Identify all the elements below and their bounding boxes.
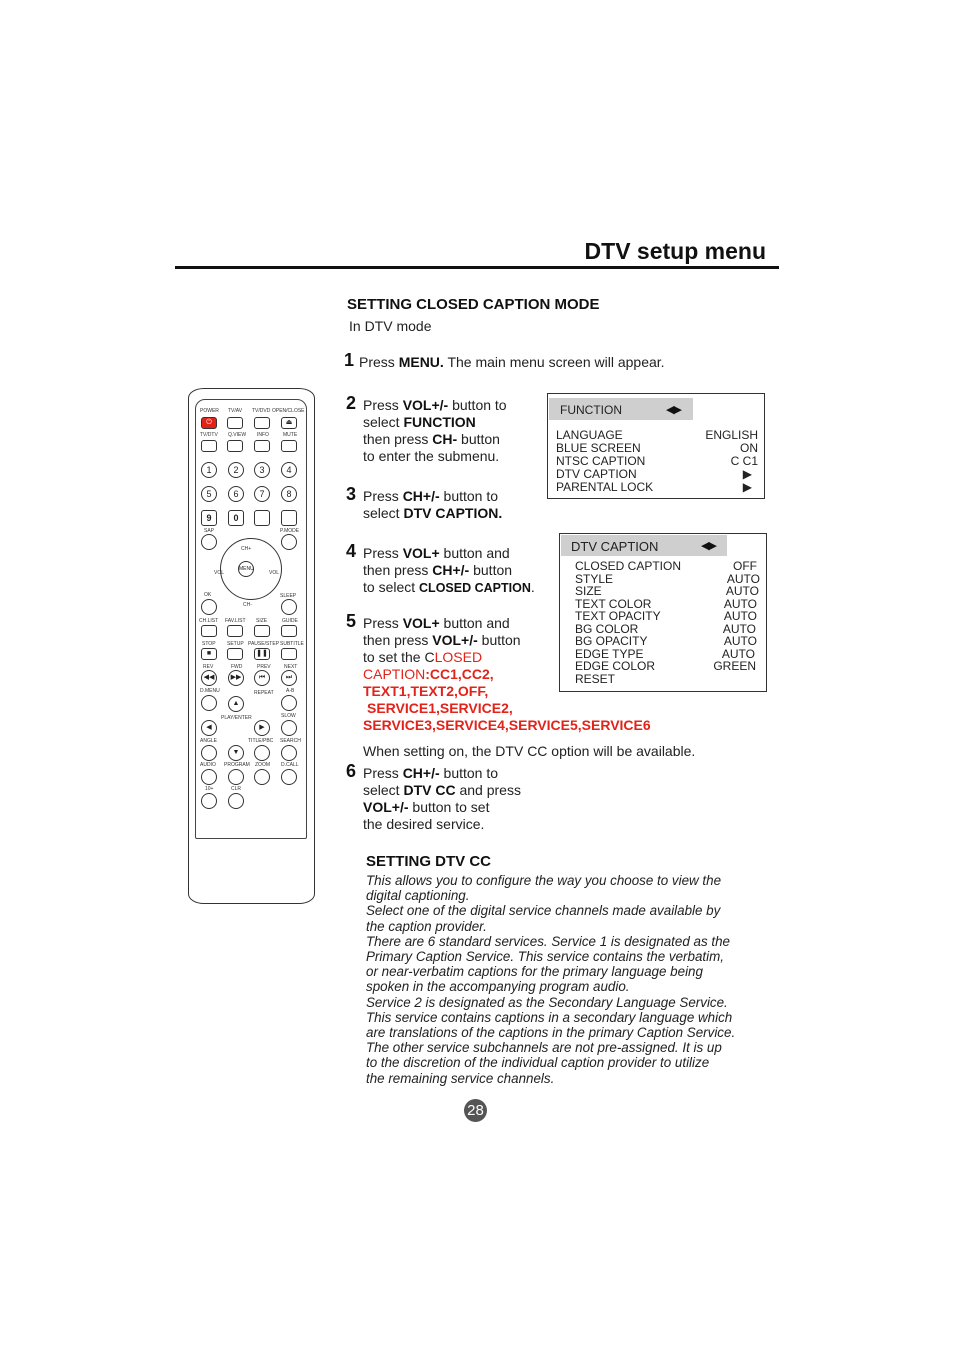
right-arrow-icon: ▶ [254, 720, 270, 736]
remote-label: D.MENU [200, 688, 220, 694]
description-line: There are 6 standard services. Service 1 is designated as the [366, 933, 730, 949]
remote-label: TV/AV [228, 408, 243, 414]
step-2-number: 2 [346, 393, 357, 413]
left-arrow-icon: ◀ [201, 720, 217, 736]
remote-label: ZOOM [255, 762, 270, 768]
q-view-button [227, 440, 243, 452]
remote-label: TV/DTV [200, 432, 218, 438]
step-3-text: Press CH+/- button to select DTV CAPTION. [363, 488, 503, 521]
remote-label: AUDIO [200, 762, 216, 768]
remote-label: SLOW [281, 713, 296, 719]
description-line: This service contains captions in a secondary language which [366, 1009, 733, 1025]
fast-forward-icon: ▶▶ [228, 670, 244, 686]
title-divider [175, 266, 779, 269]
digit-button: 8 [281, 486, 297, 502]
digit-button: 6 [228, 486, 244, 502]
step-6-text: Press CH+/- button to select DTV CC and press VOL+/- button to set the desired service. [363, 765, 521, 832]
tv-av-button [227, 417, 243, 429]
remote-label: A-B [286, 688, 295, 694]
remote-label: Q.VIEW [228, 432, 247, 438]
sap-button [201, 534, 217, 550]
function-menu: FUNCTION ◀▶ LANGUAGE ENGLISH BLUE SCREEN ON NTSC CAPTION C C1 DTV CAPTION ▶ PARENTAL LOCK ▶ [547, 393, 765, 499]
remote-label: TV/DVD [252, 408, 271, 414]
section-subtitle: In DTV mode [349, 318, 432, 334]
subtitle-button [281, 648, 297, 660]
remote-label: VOL [214, 570, 225, 576]
dtv-caption-menu: DTV CAPTION ◀▶ CLOSED CAPTION OFF STYLE AUTO SIZE AUTO TEXT COLOR AUTO TEXT OPACITY AUTO BG COLOR AUTO BG OPACITY AUTO EDGE TYPE AUTO EDGE COLOR GREEN RESET [559, 533, 767, 692]
description-line: the remaining service channels. [366, 1070, 555, 1086]
ch-list-button [201, 625, 217, 637]
remote-label: CH- [243, 602, 252, 608]
info-button [254, 440, 270, 452]
remote-label: OK [204, 592, 212, 598]
stop-icon: ■ [201, 648, 217, 660]
ok-button [201, 599, 217, 615]
remote-label: OPEN/CLOSE [272, 408, 305, 414]
remote-label: VOL [269, 570, 280, 576]
remote-label: SEARCH [280, 738, 301, 744]
description-line: Select one of the digital service channels made available by [366, 903, 721, 919]
eject-icon: ⏏ [281, 417, 297, 429]
remote-label: FWD [231, 664, 243, 670]
dtv-cc-note: When setting on, the DTV CC option will be available. [363, 743, 696, 759]
digit-button: 5 [201, 486, 217, 502]
sleep-button [281, 599, 297, 615]
size-button [254, 625, 270, 637]
left-right-arrows-icon: ◀▶ [701, 540, 716, 552]
description-line: the caption provider. [366, 918, 487, 934]
a-b-button [281, 695, 297, 711]
program-button [228, 769, 244, 785]
power-icon: ⏻ [201, 417, 217, 429]
remote-label: PLAY/ENTER [221, 715, 252, 721]
remote-label: SETUP [227, 641, 244, 647]
setup-button [227, 648, 243, 660]
description-line: digital captioning. [366, 888, 470, 904]
remote-label: PROGRAM [224, 762, 250, 768]
tv-dvd-button [254, 417, 270, 429]
remote-label: FAV.LIST [225, 618, 246, 624]
remote-label: POWER [200, 408, 219, 414]
clear-button [228, 793, 244, 809]
remote-label: GUIDE [282, 618, 298, 624]
right-arrow-icon: ▶ [742, 467, 752, 481]
remote-label: MUTE [283, 432, 298, 438]
remote-label: SUBTITLE [280, 641, 304, 647]
remote-label: PAUSE/STEP [248, 641, 280, 647]
remote-label: CLR [231, 786, 242, 792]
search-button [281, 745, 297, 761]
step-3-number: 3 [346, 484, 357, 504]
digit-button: 9 [201, 510, 217, 526]
remote-label: CH+ [241, 546, 252, 552]
section-heading-closed-caption: SETTING CLOSED CAPTION MODE [347, 296, 600, 313]
step-1-number: 1 [344, 350, 355, 370]
right-arrow-icon: ▶ [742, 480, 752, 494]
description-line: The other service subchannels are not pre-assigned. It is up [366, 1040, 722, 1056]
next-icon: ⏭ [281, 670, 297, 686]
step-4-number: 4 [346, 541, 357, 561]
page-title: DTV setup menu [584, 238, 766, 264]
step-5-number: 5 [346, 611, 357, 631]
remote-label: P.MODE [280, 528, 300, 534]
description-line: are translations of the captions in the primary Caption Service. [366, 1025, 736, 1041]
remote-label: TITLE/PBC [248, 738, 274, 744]
digit-button: 3 [254, 462, 270, 478]
description-line: to the discretion of the individual caption provider to utilize [366, 1055, 710, 1071]
up-arrow-icon: ▲ [228, 696, 244, 712]
remote-label: SIZE [256, 618, 268, 624]
previous-icon: ⏮ [254, 670, 270, 686]
remote-label: REPEAT [254, 690, 274, 696]
remote-label: ANGLE [200, 738, 217, 744]
function-menu-header: FUNCTION ◀▶ [549, 398, 693, 420]
remote-button-panel [195, 399, 307, 839]
dtv-cc-description [366, 873, 735, 1086]
step-1-text: Press MENU. The main menu screen will appear. [359, 354, 665, 370]
d-call-button [281, 769, 297, 785]
remote-label: REV [203, 664, 214, 670]
digit-button: 7 [254, 486, 270, 502]
remote-label: SLEEP [280, 593, 297, 599]
remote-label: SAP [204, 528, 215, 534]
slow-button [281, 720, 297, 736]
description-line: spoken in the accompanying program audio. [366, 979, 630, 995]
audio-button [201, 769, 217, 785]
digit-button: 0 [228, 510, 244, 526]
digit-button: 1 [201, 462, 217, 478]
title-pbc-button [254, 745, 270, 761]
remote-label: CH.LIST [199, 618, 219, 624]
step-2-text: Press VOL+/- button to select FUNCTION then press CH- button to enter the submenu. [363, 397, 507, 464]
fav-list-button [227, 625, 243, 637]
digit-button: 4 [281, 462, 297, 478]
digit-button: 2 [228, 462, 244, 478]
remote-label: 10+ [205, 786, 214, 792]
pause-icon: ❚❚ [254, 648, 270, 660]
return-button [281, 510, 297, 526]
d-menu-button [201, 695, 217, 711]
description-line: Primary Caption Service. This service contains the verbatim, [366, 949, 724, 965]
remote-label: INFO [257, 432, 269, 438]
zoom-button [254, 769, 270, 785]
dash-button [254, 510, 270, 526]
p-mode-button [281, 534, 297, 550]
ten-plus-button [201, 793, 217, 809]
down-arrow-icon: ▼ [228, 745, 244, 761]
dtv-caption-menu-header: DTV CAPTION ◀▶ [561, 535, 727, 556]
description-line: This allows you to configure the way you choose to view the [366, 873, 722, 888]
description-line: or near-verbatim captions for the primary language being [366, 964, 703, 980]
guide-button [281, 625, 297, 637]
step-4-text: Press VOL+ button and then press CH+/- button to select CLOSED CAPTION. [363, 545, 535, 595]
step-6-number: 6 [346, 761, 357, 781]
step-5-text: Press VOL+ button and then press VOL+/- button to set the CLOSED CAPTION:CC1,CC2, TEXT1,TEXT2,OFF, SERVICE1,SERVICE2, SERVICE3,SERVICE4,SERVICE5,SERVICE6 [363, 615, 651, 733]
remote-label: PREV [257, 664, 271, 670]
menu-button: MENU [238, 561, 254, 577]
page-number: 28 [464, 1099, 487, 1122]
remote-label: D.CALL [281, 762, 299, 768]
angle-button [201, 745, 217, 761]
tv-dtv-button [201, 440, 217, 452]
description-line: Service 2 is designated as the Secondary Language Service. [366, 994, 728, 1010]
mute-button [281, 440, 297, 452]
left-right-arrows-icon: ◀▶ [666, 404, 681, 416]
remote-label: NEXT [284, 664, 298, 670]
remote-label: STOP [202, 641, 216, 647]
remote-control-illustration [188, 388, 315, 904]
section-heading-dtv-cc: SETTING DTV CC [366, 853, 492, 870]
rewind-icon: ◀◀ [201, 670, 217, 686]
